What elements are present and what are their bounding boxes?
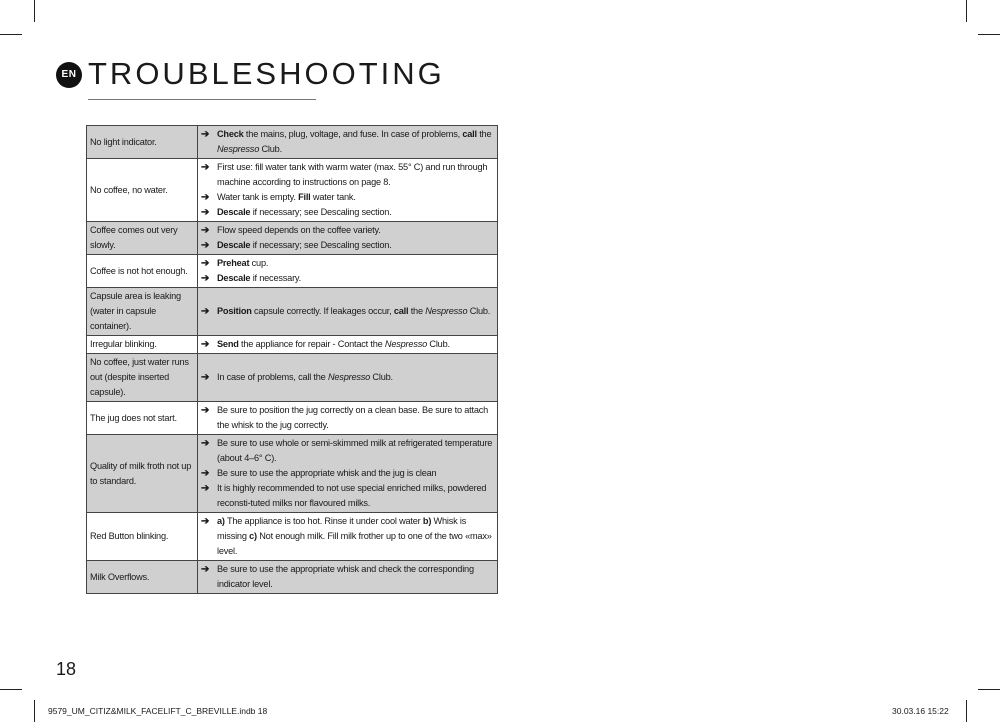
solution-cell xyxy=(198,561,498,594)
solution-line xyxy=(201,403,494,433)
solution-text: Club. xyxy=(259,144,282,154)
solution-text: Position xyxy=(217,306,252,316)
table-row xyxy=(87,354,498,402)
table-row xyxy=(87,513,498,561)
solution-text: Be sure to use the appropriate whisk and the jug is clean xyxy=(217,468,437,478)
solution-text: if necessary; see Descaling section. xyxy=(250,240,392,250)
solution-cell xyxy=(198,255,498,288)
problem-cell: Coffee is not hot enough. xyxy=(87,255,198,288)
solution-text: a) xyxy=(217,516,225,526)
solution-text: Nespresso xyxy=(384,339,428,349)
solution-text: call xyxy=(462,129,477,139)
arrow-icon: ➔ xyxy=(201,240,210,251)
solution-cell xyxy=(198,159,498,222)
solution-line xyxy=(201,466,494,481)
solution-text: Nespresso xyxy=(425,306,468,316)
page-number: 18 xyxy=(56,659,77,679)
solution-line xyxy=(201,271,494,286)
solution-text: Descale xyxy=(217,207,251,217)
arrow-icon: ➔ xyxy=(201,192,210,203)
solution-text: Be sure to use the appropriate whisk and check the corresponding indicator level. xyxy=(217,564,474,589)
solution-text: Nespresso xyxy=(327,372,371,382)
solution-text: the xyxy=(476,129,492,139)
arrow-icon: ➔ xyxy=(201,273,210,284)
solution-text: the appliance for repair - Contact the xyxy=(238,339,385,349)
solution-text: c) xyxy=(249,531,257,541)
solution-cell xyxy=(198,126,498,159)
page-title: TROUBLESHOOTING xyxy=(88,56,445,91)
solution-cell xyxy=(198,354,498,402)
solution-line xyxy=(201,304,494,319)
solution-text: Check xyxy=(217,129,244,139)
solution-text: capsule correctly. If leakages occur, xyxy=(251,306,394,316)
crop-mark xyxy=(978,689,1000,690)
solution-text: It is highly recommended to not use special enriched milks, powdered reconsti-tuted milks nor flavoured milks. xyxy=(217,483,487,508)
solution-text: the mains, plug, voltage, and fuse. In case of problems, xyxy=(243,129,463,139)
table-row xyxy=(87,159,498,222)
table-row xyxy=(87,222,498,255)
solution-text: Not enough milk. Fill milk frother up to one of the two «max» level. xyxy=(217,531,492,556)
table-row xyxy=(87,561,498,594)
solution-cell xyxy=(198,513,498,561)
solution-text: Be sure to use whole or semi-skimmed milk at refrigerated temperature (about 4–6° C). xyxy=(217,438,493,463)
arrow-icon: ➔ xyxy=(201,339,210,350)
crop-mark xyxy=(0,689,22,690)
solution-text: Send xyxy=(217,339,239,349)
problem-cell: The jug does not start. xyxy=(87,402,198,435)
solution-line xyxy=(201,127,494,157)
footer-file-info: 9579_UM_CITIZ&MILK_FACELIFT_C_BREVILLE.indb 18 xyxy=(48,706,268,716)
arrow-icon: ➔ xyxy=(201,129,210,140)
solution-line xyxy=(201,514,494,559)
crop-mark xyxy=(34,0,35,22)
problem-cell: No light indicator. xyxy=(87,126,198,159)
problem-cell: Coffee comes out very slowly. xyxy=(87,222,198,255)
solution-text: Club. xyxy=(467,306,491,316)
table-row xyxy=(87,435,498,513)
solution-line xyxy=(201,223,494,238)
arrow-icon: ➔ xyxy=(201,564,210,575)
arrow-icon: ➔ xyxy=(201,405,210,416)
crop-mark xyxy=(0,34,22,35)
table-row xyxy=(87,336,498,354)
solution-text: if necessary. xyxy=(250,273,301,283)
arrow-icon: ➔ xyxy=(201,225,210,236)
solution-text: Fill xyxy=(298,192,311,202)
arrow-icon: ➔ xyxy=(201,372,210,383)
solution-text: if necessary; see Descaling section. xyxy=(250,207,392,217)
problem-cell: Red Button blinking. xyxy=(87,513,198,561)
crop-mark xyxy=(966,700,967,722)
solution-line xyxy=(201,205,494,220)
solution-text: Club. xyxy=(427,339,450,349)
solution-text: First use: fill water tank with warm water (max. 55° C) and run through machine according to instructions on page 8. xyxy=(217,162,488,187)
arrow-icon: ➔ xyxy=(201,516,210,527)
solution-text: cup. xyxy=(249,258,269,268)
solution-line xyxy=(201,436,494,466)
problem-cell: Irregular blinking. xyxy=(87,336,198,354)
solution-cell xyxy=(198,336,498,354)
problem-cell: Capsule area is leaking (water in capsule container). xyxy=(87,288,198,336)
solution-text: call xyxy=(393,306,409,316)
solution-text: Nespresso xyxy=(217,144,260,154)
arrow-icon: ➔ xyxy=(201,162,210,173)
solution-text: Preheat xyxy=(217,258,250,268)
solution-cell xyxy=(198,435,498,513)
solution-text: Be sure to position the jug correctly on a clean base. Be sure to attach the whisk to the jug correctly. xyxy=(217,405,489,430)
problem-cell: Quality of milk froth not up to standard. xyxy=(87,435,198,513)
solution-text: water tank. xyxy=(310,192,356,202)
solution-text: Whisk is missing xyxy=(217,516,467,541)
solution-text: the xyxy=(408,306,426,316)
arrow-icon: ➔ xyxy=(201,468,210,479)
crop-mark xyxy=(34,700,35,722)
solution-line xyxy=(201,238,494,253)
arrow-icon: ➔ xyxy=(201,306,210,317)
solution-cell xyxy=(198,288,498,336)
troubleshooting-table xyxy=(86,125,498,594)
solution-text: Flow speed depends on the coffee variety. xyxy=(217,225,381,235)
solution-text: Descale xyxy=(217,273,251,283)
arrow-icon: ➔ xyxy=(201,258,210,269)
solution-text: Water tank is empty. xyxy=(217,192,299,202)
problem-cell: No coffee, no water. xyxy=(87,159,198,222)
footer-date: 30.03.16 15:22 xyxy=(892,706,949,716)
solution-cell xyxy=(198,222,498,255)
crop-mark xyxy=(966,0,967,22)
arrow-icon: ➔ xyxy=(201,207,210,218)
arrow-icon: ➔ xyxy=(201,438,210,449)
table-row xyxy=(87,255,498,288)
solution-text: b) xyxy=(422,516,432,526)
solution-text: The appliance is too hot. Rinse it under cool water xyxy=(224,516,423,526)
solution-text: Descale xyxy=(217,240,251,250)
solution-cell xyxy=(198,402,498,435)
solution-text: In case of problems, call the xyxy=(217,372,328,382)
solution-line xyxy=(201,190,494,205)
table-row xyxy=(87,402,498,435)
problem-cell: No coffee, just water runs out (despite inserted capsule). xyxy=(87,354,198,402)
crop-mark xyxy=(978,34,1000,35)
solution-line xyxy=(201,481,494,511)
solution-line xyxy=(201,337,494,352)
solution-line xyxy=(201,160,494,190)
solution-text: Club. xyxy=(370,372,393,382)
title-underline xyxy=(88,99,316,100)
solution-line xyxy=(201,256,494,271)
table-row xyxy=(87,126,498,159)
solution-line xyxy=(201,370,494,385)
table-row xyxy=(87,288,498,336)
arrow-icon: ➔ xyxy=(201,483,210,494)
problem-cell: Milk Overflows. xyxy=(87,561,198,594)
language-badge: EN xyxy=(56,62,82,88)
solution-line xyxy=(201,562,494,592)
